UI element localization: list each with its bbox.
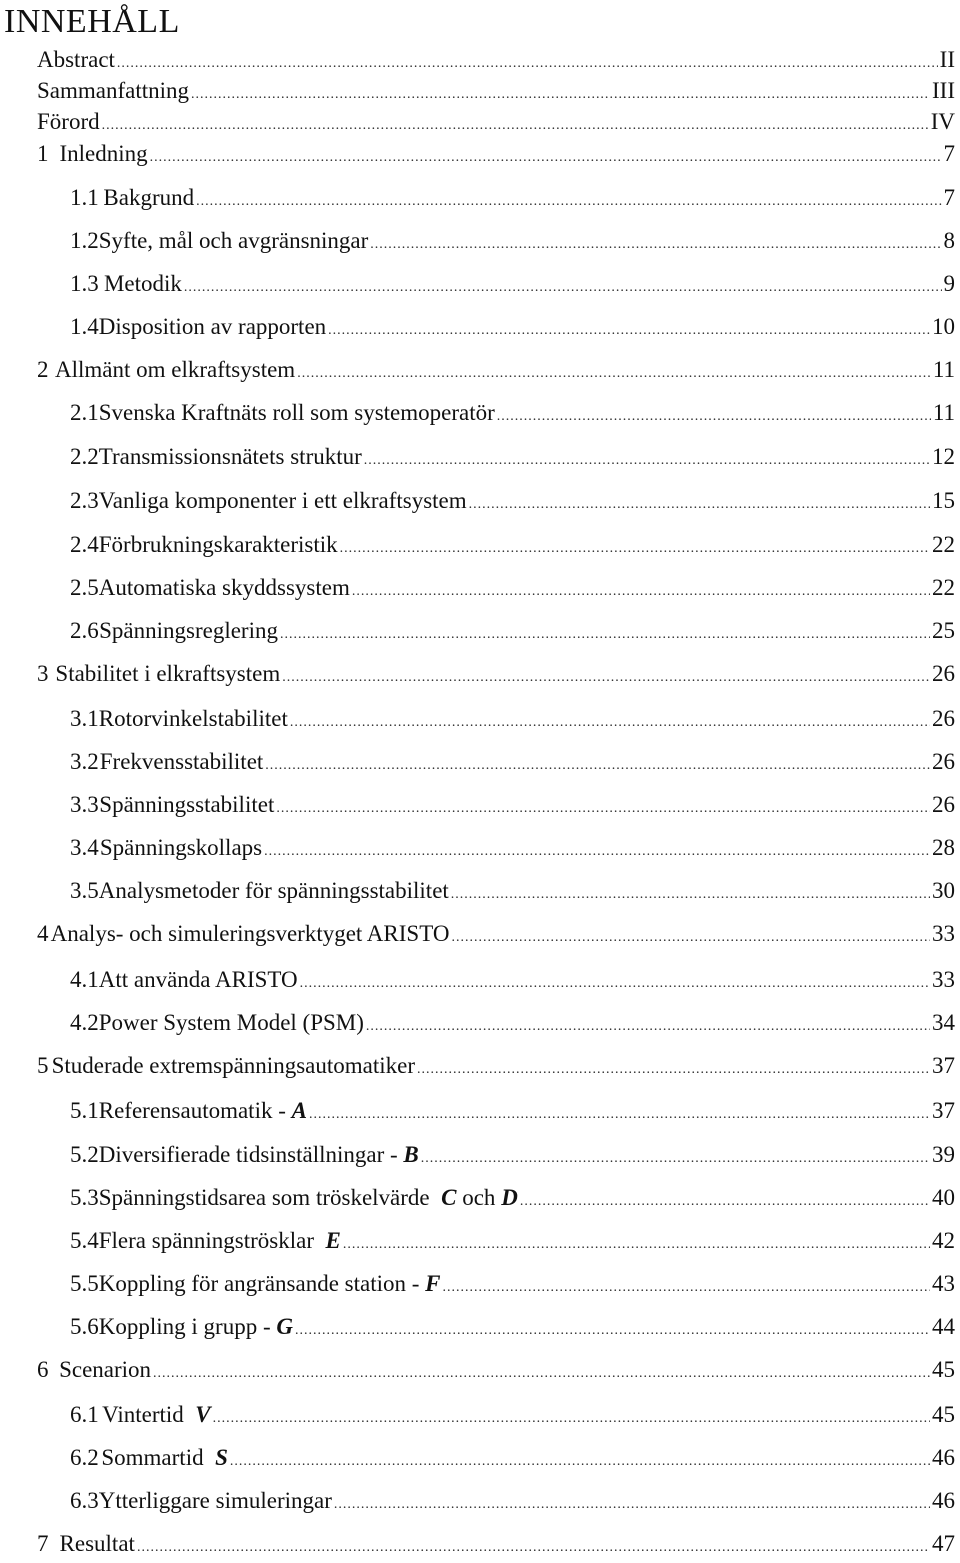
toc-entry-page: 12 (932, 442, 960, 472)
toc-entry-label: Vintertid V (102, 1400, 211, 1430)
toc-entry-number: 5.1 (70, 1096, 99, 1126)
dot-leader (137, 1533, 930, 1563)
toc-entry-label: Resultat (60, 1529, 135, 1559)
toc-entry[interactable] (0, 183, 960, 217)
toc-entry-label: Koppling för angränsande station - F (99, 1269, 441, 1299)
dot-leader (102, 111, 929, 141)
toc-entry-number: 3.4 (70, 833, 100, 863)
toc-entry-page: 26 (932, 704, 960, 734)
toc-entry[interactable] (0, 965, 960, 999)
dot-leader (153, 1359, 930, 1389)
toc-entry-page: 37 (932, 1051, 960, 1081)
toc-entry-number: 6.3 (70, 1486, 99, 1516)
toc-entry-page: 7 (944, 183, 960, 213)
toc-entry-page: II (940, 45, 960, 75)
toc-entry-label: Abstract (37, 45, 115, 75)
dot-leader (117, 49, 938, 79)
toc-entry-number: 5.5 (70, 1269, 99, 1299)
toc-entry-page: 26 (932, 747, 960, 777)
toc-entry-number: 2.6 (70, 616, 99, 646)
toc-entry-number: 2.1 (70, 398, 99, 428)
toc-entry-label: Spänningstidsarea som tröskelvärde C och D (99, 1183, 518, 1213)
toc-entry-number: 3 (37, 659, 55, 689)
toc-entry-label: Syfte, mål och avgränsningar (99, 226, 369, 256)
toc-entry-page: 11 (933, 398, 960, 428)
toc-entry-letter: G (276, 1314, 293, 1339)
toc-entry-label: Att använda ARISTO (99, 965, 298, 995)
toc-heading: INNEHÅLL (4, 0, 180, 44)
toc-entry-label: Metodik (104, 269, 182, 299)
toc-entry[interactable] (0, 107, 960, 141)
toc-entry-page: 15 (932, 486, 960, 516)
dot-leader (520, 1187, 930, 1217)
toc-entry-label: Automatiska skyddssystem (99, 573, 350, 603)
toc-entry-label: Scenarion (59, 1355, 151, 1385)
toc-entry-number: 5.2 (70, 1140, 99, 1170)
toc-entry-label: Analysmetoder för spänningsstabilitet (99, 876, 449, 906)
dot-leader (443, 1273, 931, 1303)
toc-entry-number: 4.2 (70, 1008, 99, 1038)
toc-entry-number: 2.3 (70, 486, 99, 516)
toc-entry[interactable] (0, 1183, 960, 1217)
toc-entry-number: 2.4 (70, 530, 99, 560)
toc-entry-number: 2.5 (70, 573, 99, 603)
toc-entry[interactable] (0, 1096, 960, 1130)
toc-entry-number: 5 (37, 1051, 52, 1081)
toc-entry-page: 37 (932, 1096, 960, 1126)
dot-leader (340, 534, 930, 564)
toc-entry[interactable] (0, 486, 960, 520)
toc-entry[interactable] (0, 1008, 960, 1042)
dot-leader (230, 1447, 930, 1477)
toc-entry-label: Spänningsreglering (99, 616, 278, 646)
dot-leader (421, 1144, 930, 1174)
toc-entry-page: 45 (932, 1355, 960, 1385)
toc-entry-page: 26 (932, 659, 960, 689)
toc-entry-label: Disposition av rapporten (99, 312, 326, 342)
toc-entry-page: 44 (932, 1312, 960, 1342)
toc-entry-number: 3.1 (70, 704, 99, 734)
toc-entry-label: Bakgrund (103, 183, 194, 213)
toc-entry-letter: B (403, 1142, 418, 1167)
dot-leader (290, 708, 930, 738)
toc-entry-label: Sammanfattning (37, 76, 189, 106)
toc-entry[interactable] (0, 919, 960, 953)
toc-entry[interactable] (0, 833, 960, 867)
toc-entry[interactable] (0, 1269, 960, 1303)
toc-entry-page: 42 (932, 1226, 960, 1256)
toc-entry-label: Koppling i grupp - G (99, 1312, 293, 1342)
toc-entry-page: 43 (932, 1269, 960, 1299)
toc-entry[interactable] (0, 1051, 960, 1085)
dot-leader (196, 187, 941, 217)
toc-entry-page: 30 (932, 876, 960, 906)
toc-entry[interactable] (0, 139, 960, 173)
toc-entry[interactable] (0, 76, 960, 110)
dot-leader (343, 1230, 930, 1260)
dot-leader (328, 316, 930, 346)
dot-leader (300, 969, 930, 999)
toc-entry-label: Rotorvinkelstabilitet (99, 704, 288, 734)
toc-entry-page: 11 (933, 355, 960, 385)
toc-entry-label: Vanliga komponenter i ett elkraftsystem (99, 486, 467, 516)
toc-entry-number: 7 (37, 1529, 60, 1559)
toc-entry-letter: F (425, 1271, 440, 1296)
toc-entry-page: III (932, 76, 960, 106)
toc-entry-label: Frekvensstabilitet (100, 747, 264, 777)
toc-entry[interactable] (0, 1226, 960, 1260)
toc-entry-number: 6 (37, 1355, 59, 1385)
toc-entry-number: 6.1 (70, 1400, 102, 1430)
toc-entry-page: 45 (932, 1400, 960, 1430)
toc-entry-label: Ytterliggare simuleringar (99, 1486, 332, 1516)
toc-entry-letter: E (326, 1228, 341, 1253)
toc-entry-page: 9 (944, 269, 960, 299)
toc-entry-label: Spänningsstabilitet (99, 790, 274, 820)
toc-entry-page: 25 (932, 616, 960, 646)
toc-entry-letter: S (215, 1445, 228, 1470)
dot-leader (280, 620, 930, 650)
toc-entry[interactable] (0, 1443, 960, 1477)
dot-leader (282, 663, 930, 693)
toc-entry-label: Flera spänningströsklar E (99, 1226, 341, 1256)
toc-entry[interactable] (0, 876, 960, 910)
toc-entry-label: Power System Model (PSM) (99, 1008, 364, 1038)
toc-entry-page: 46 (932, 1486, 960, 1516)
toc-entry[interactable] (0, 1355, 960, 1389)
toc-entry-number: 6.2 (70, 1443, 101, 1473)
toc-entry[interactable] (0, 530, 960, 564)
toc-entry-number: 3.3 (70, 790, 99, 820)
toc-entry-label: Stabilitet i elkraftsystem (55, 659, 280, 689)
dot-leader (469, 490, 930, 520)
toc-entry-page: 8 (944, 226, 960, 256)
toc-entry-label: Inledning (60, 139, 148, 169)
toc-entry-label: Allmänt om elkraftsystem (55, 355, 295, 385)
toc-entry-number: 1.3 (70, 269, 104, 299)
toc-entry-number: 5.6 (70, 1312, 99, 1342)
dot-leader (370, 230, 941, 260)
toc-entry-number: 2 (37, 355, 55, 385)
toc-entry-page: 22 (932, 530, 960, 560)
toc-entry-number: 5.4 (70, 1226, 99, 1256)
toc-entry[interactable] (0, 1140, 960, 1174)
toc-entry-label: Sommartid S (101, 1443, 228, 1473)
toc-entry[interactable] (0, 659, 960, 693)
dot-leader (364, 446, 930, 476)
toc-entry-number: 1 (37, 139, 60, 169)
toc-entry-label: Studerade extremspänningsautomatiker (52, 1051, 415, 1081)
dot-leader (213, 1404, 930, 1434)
toc-entry-letter: C (441, 1185, 456, 1210)
toc-entry-label: Transmissionsnätets struktur (99, 442, 362, 472)
toc-entry-page: 26 (932, 790, 960, 820)
toc-entry[interactable] (0, 1529, 960, 1563)
toc-entry-number: 1.4 (70, 312, 99, 342)
dot-leader (265, 751, 930, 781)
toc-entry-label: Referensautomatik - A (99, 1096, 307, 1126)
dot-leader (451, 880, 930, 910)
toc-entry-page: 28 (932, 833, 960, 863)
toc-entry[interactable] (0, 1486, 960, 1520)
toc-entry[interactable] (0, 1312, 960, 1346)
toc-entry-page: 7 (944, 139, 960, 169)
dot-leader (352, 577, 930, 607)
dot-leader (334, 1490, 930, 1520)
toc-entry-letter: D (501, 1185, 518, 1210)
toc-entry-number: 4 (37, 919, 51, 949)
toc-entry-number: 3.5 (70, 876, 99, 906)
dot-leader (191, 80, 930, 110)
toc-entry-number: 1.1 (70, 183, 103, 213)
toc-entry-label: Analys- och simuleringsverktyget ARISTO (51, 919, 450, 949)
toc-entry-page: 10 (932, 312, 960, 342)
dot-leader (366, 1012, 930, 1042)
toc-entry[interactable] (0, 790, 960, 824)
toc-entry-page: 47 (932, 1529, 960, 1559)
toc-entry-page: 46 (932, 1443, 960, 1473)
dot-leader (295, 1316, 930, 1346)
dot-leader (264, 837, 930, 867)
dot-leader (497, 402, 931, 432)
toc-entry-number: 1.2 (70, 226, 99, 256)
toc-entry[interactable] (0, 269, 960, 303)
toc-entry[interactable] (0, 312, 960, 346)
toc-entry-page: 39 (932, 1140, 960, 1170)
toc-entry[interactable] (0, 226, 960, 260)
toc-entry-number: 2.2 (70, 442, 99, 472)
toc-entry-number: 5.3 (70, 1183, 99, 1213)
toc-entry-number: 3.2 (70, 747, 100, 777)
toc-entry-label: Svenska Kraftnäts roll som systemoperatör (99, 398, 495, 428)
toc-entry-page: 33 (932, 919, 960, 949)
dot-leader (309, 1100, 930, 1130)
toc-entry-page: 22 (932, 573, 960, 603)
toc-entry-page: IV (931, 107, 960, 137)
toc-entry[interactable] (0, 442, 960, 476)
toc-entry-page: 40 (932, 1183, 960, 1213)
toc-entry[interactable] (0, 573, 960, 607)
toc-entry-letter: A (292, 1098, 307, 1123)
toc-entry[interactable] (0, 355, 960, 389)
toc-entry[interactable] (0, 45, 960, 79)
toc-entry[interactable] (0, 704, 960, 738)
dot-leader (184, 273, 942, 303)
toc-entry[interactable] (0, 747, 960, 781)
toc-entry-page: 34 (932, 1008, 960, 1038)
toc-entry-label: Förord (37, 107, 100, 137)
toc-entry-page: 33 (932, 965, 960, 995)
toc-entry[interactable] (0, 616, 960, 650)
toc-entry[interactable] (0, 1400, 960, 1434)
dot-leader (297, 359, 931, 389)
toc-entry-label: Spänningskollaps (100, 833, 262, 863)
dot-leader (150, 143, 942, 173)
toc-entry-label: Diversifierade tidsinställningar - B (99, 1140, 419, 1170)
toc-entry-label: Förbrukningskarakteristik (99, 530, 338, 560)
dot-leader (276, 794, 930, 824)
toc-entry-number: 4.1 (70, 965, 99, 995)
toc-entry[interactable] (0, 398, 960, 432)
dot-leader (451, 923, 930, 953)
toc-entry-letter: V (195, 1402, 210, 1427)
dot-leader (417, 1055, 930, 1085)
